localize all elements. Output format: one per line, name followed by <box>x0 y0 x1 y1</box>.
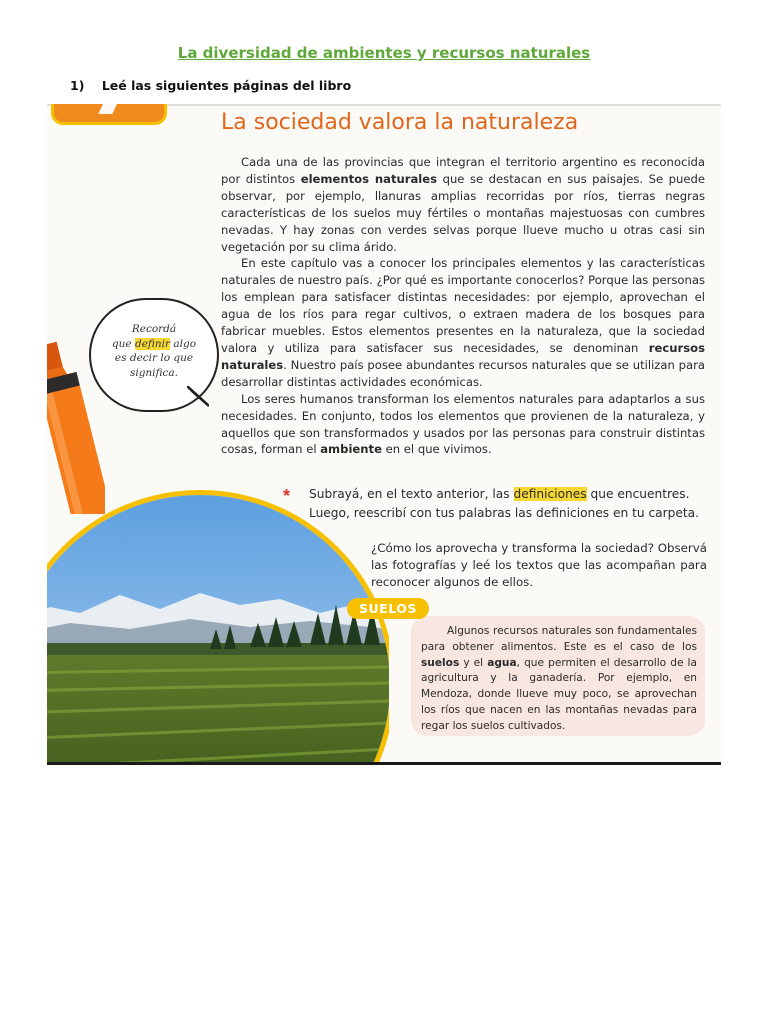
text-segment: En este capítulo vas a conocer los principales elementos y las características naturales de nuestro país. ¿Por qué es importante conocerlos? Porque las personas los emplean para satisfacer distintas necesidades: por ejemplo, aprovechan el agua de los ríos para regar cultivos, o extraen madera de los bosques para fabricar muebles. Estos elementos presentes en la naturaleza, que la sociedad valora y utiliza para satisfacer sus necesidades, se denominan <box>221 256 705 355</box>
activity-star-icon: * <box>283 486 291 506</box>
bold-term: ambiente <box>320 442 382 457</box>
bold-term: recursos naturales <box>221 340 705 372</box>
text-segment: que se destacan en sus paisajes. Se puede observar, por ejemplo, llanuras amplias recorridas por ríos, tierras negras características de los suelos muy fértiles o montañas majestuosas con cumbres nevadas. Y hay zonas con verdes selvas porque llueve mucho u otras casi sin vegetación por su clima árido. <box>221 171 705 254</box>
bold-term: elementos naturales <box>300 171 438 186</box>
photo-ring-frame <box>47 490 389 764</box>
text-segment: en el que vivimos. <box>381 442 492 457</box>
page-bottom-divider <box>47 762 721 765</box>
text-segment: . Nuestro país posee abundantes recursos naturales que se utilizan para desarrollar distintas actividades económicas. <box>221 357 705 389</box>
activity-highlight: definiciones <box>513 487 587 501</box>
bubble-line-2-post: algo <box>170 337 197 350</box>
bubble-line-2-pre: que <box>111 337 135 350</box>
bubble-line-1: Recordá <box>131 323 177 335</box>
suelos-label: SUELOS <box>347 598 429 619</box>
vineyard-photo <box>47 490 389 764</box>
bold-term: suelos <box>421 656 460 669</box>
text-segment: Algunos recursos naturales son fundamentales para obtener alimentos. Este es el caso de los <box>421 625 697 653</box>
page-heading: La sociedad valora la naturaleza <box>221 110 579 135</box>
bold-term: agua <box>487 656 517 669</box>
textbook-page-scan <box>47 104 721 764</box>
body-paragraph <box>221 255 705 390</box>
bubble-line-3: es decir lo que <box>114 352 194 364</box>
bubble-text <box>91 322 217 380</box>
suelos-caption-text <box>421 624 697 735</box>
chapter-corner-tab <box>51 104 167 125</box>
text-segment: y el <box>459 656 488 669</box>
body-paragraph <box>221 154 705 255</box>
text-segment: , que permiten el desarrollo de la agricultura y la ganadería. Por ejemplo, en Mendoza, donde llueve muy poco, se aprovechan los ríos que nacen en las montañas nevadas para regar los suelos cultivados. <box>421 656 697 732</box>
bubble-highlight-word: definir <box>134 337 171 350</box>
landscape-illustration <box>47 495 389 764</box>
text-segment: Cada una de las provincias que integran el territorio argentino es reconocida por distintos <box>221 155 705 186</box>
text-segment: Los seres humanos transforman los elementos naturales para adaptarlos a sus necesidades. En conjunto, todos los elementos que provienen de la naturaleza, y aquellos que son transformados y usados por las personas para construir distintas cosas, forman el <box>221 391 705 457</box>
body-text <box>221 154 705 458</box>
question-text: ¿Cómo los aprovecha y transforma la sociedad? Observá las fotografías y leé los textos que las acompañan para reconocer algunos de ellos. <box>371 541 707 589</box>
instruction-text: 1) Leé las siguientes páginas del libro <box>70 78 352 93</box>
bubble-tail <box>187 386 209 408</box>
body-paragraph <box>221 391 705 459</box>
bubble-line-2 <box>91 337 217 352</box>
document-title: La diversidad de ambientes y recursos naturales <box>177 44 591 62</box>
bubble-line-4: significa. <box>129 366 179 379</box>
suelos-paragraph <box>421 624 697 735</box>
activity-pre: Subrayá, en el texto anterior, las <box>309 487 514 501</box>
activity-post: que encuentres. Luego, reescribí con tus palabras las definiciones en tu carpeta. <box>309 487 699 520</box>
